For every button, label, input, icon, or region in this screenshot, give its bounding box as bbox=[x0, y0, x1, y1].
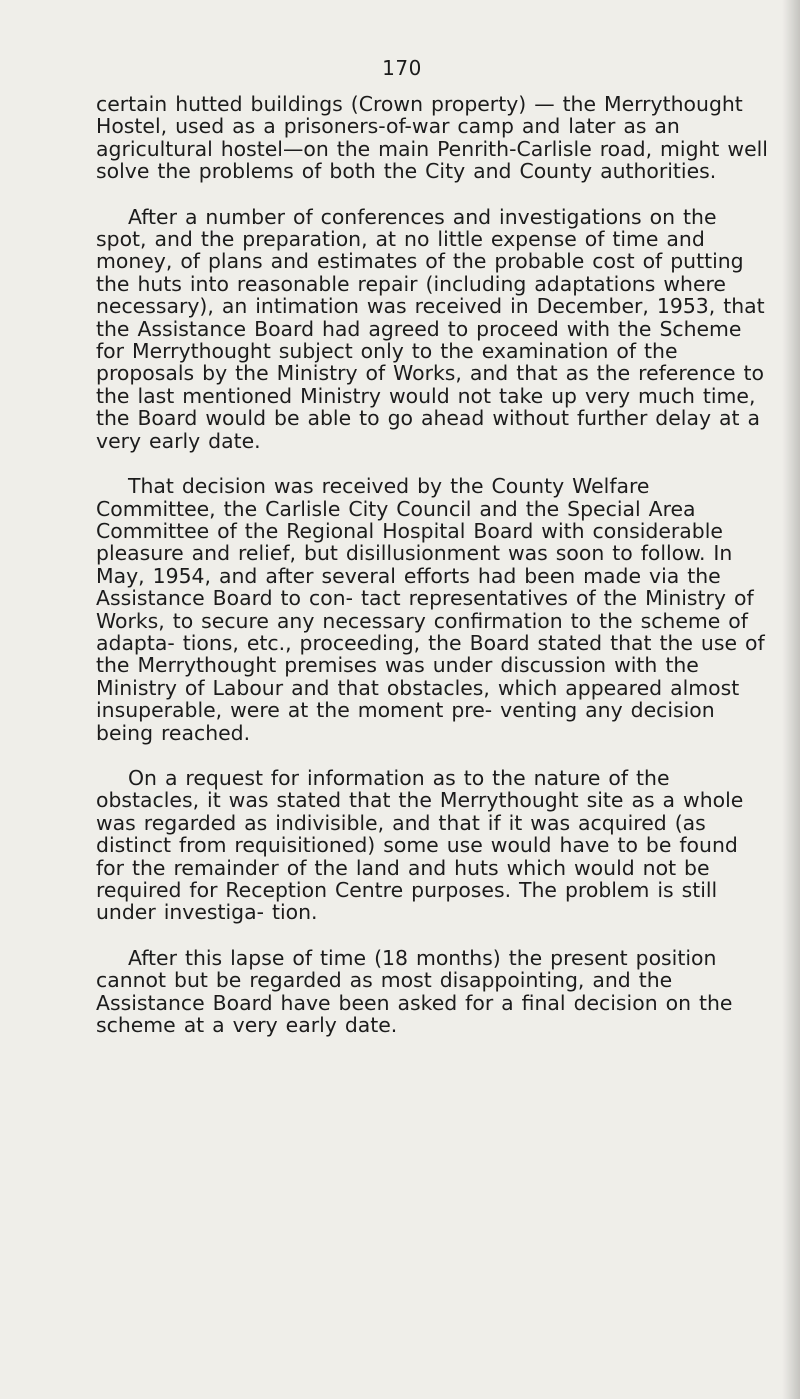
paragraph-lapse-of-time: After this lapse of time (18 months) the present position cannot but be regarded as most disappointing, and the Assistance Board have been asked for a final decision on the scheme at a very early date. bbox=[96, 945, 733, 1038]
paragraph-obstacles: On a request for information as to the nature of the obstacles, it was stated that the Merrythought site as a whole was regarded as indivisible, and that if it was acquired (as distinct from requisitioned) some use would have to be found for the remainder of the land and huts which would not be required for Reception Centre purposes. The problem is still under investiga- tion. bbox=[96, 765, 744, 925]
paragraph-decision: That decision was received by the County Welfare Committee, the Carlisle City Council and the Special Area Committee of the Regional Hospital Board with considerable pleasure and relief, but disillusionment was soon to follow. In May, 1954, and after several efforts had been made via the Assistance Board to con- tact representatives of the Ministry of Works, to secure any necessary confirmation to the scheme of adapta- tions, etc., proceeding, the Board stated that the use of the Merrythought premises was under discussion with the Ministry of Labour and that obstacles, which appeared almost insuperable, were at the moment pre- venting any decision being reached. bbox=[96, 474, 765, 745]
paragraph-continuation: certain hutted buildings (Crown property) — the Merrythought Hostel, used as a prisoners-of-war camp and later as an agricultural hostel—on the main Penrith-Carlisle road, might well solve the problems of both the City and County authorities. bbox=[96, 92, 768, 184]
page-binding-shadow bbox=[782, 0, 800, 1399]
page-number: 170 bbox=[382, 56, 422, 80]
paragraph-conferences: After a number of conferences and investigations on the spot, and the preparation, at no little expense of time and money, of plans and estimates of the probable cost of putting the huts into reasonable repair (including adaptations where necessary), an intimation was received in December, 1953, that the Assistance Board had agreed to proceed with the Scheme for Merrythought subject only to the examination of the proposals by the Ministry of Works, and that as the reference to the last mentioned Ministry would not take up very much time, the Board would be able to go ahead without further delay at a very early date. bbox=[96, 204, 765, 453]
body-text bbox=[96, 93, 772, 1036]
